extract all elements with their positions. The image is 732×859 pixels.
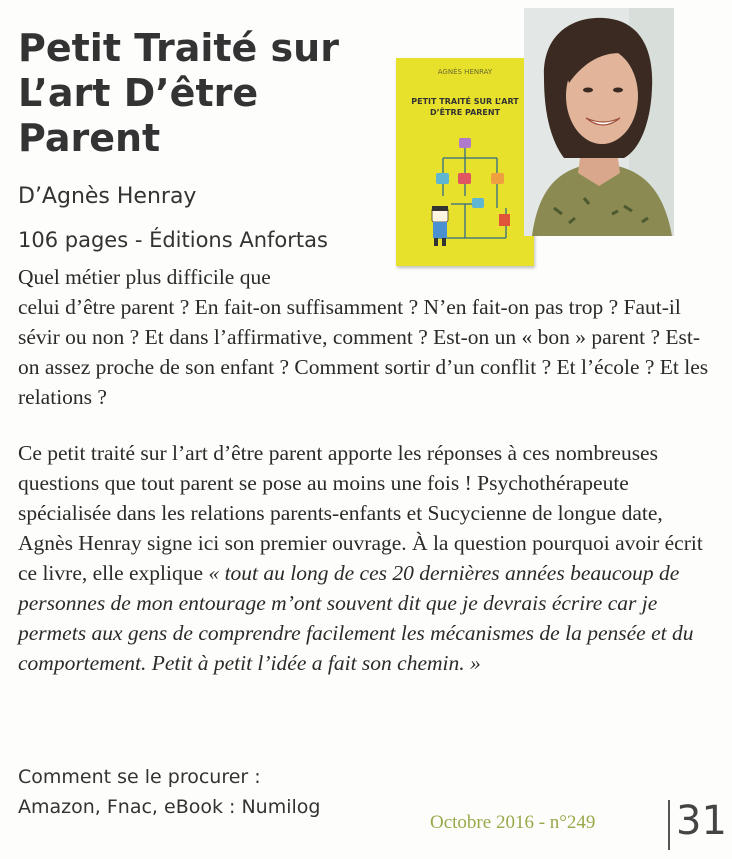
intro-lead-text: Quel métier plus difficile que: [18, 265, 271, 289]
footer-divider: [668, 800, 670, 850]
book-cover-title: PETIT TRAITÉ SUR L’ART D’ÊTRE PARENT: [411, 97, 519, 117]
author-quote: « tout au long de ces 20 dernières années beaucoup de personnes de mon entourage m’ont souvent dit que je devrais écrire car je permets aux gens de comprendre facilement les mécanismes de la pensée et du comportement. Petit à petit l’idée a fait son chemin. »: [18, 561, 694, 675]
main-paragraph-text: Ce petit traité sur l’art d’être parent apporte les réponses à ces nombreuses questions que tout parent se pose au moins une fois ! Psychothérapeute spécialisée dans les relations parents-enfants et Sucycienne de longue date, Agnès Henray signe ici son premier ouvrage. À la question pourquoi avoir écrit ce livre, elle explique: [18, 441, 703, 585]
author-portrait: [524, 8, 674, 236]
issue-label: Octobre 2016 - n°249: [430, 812, 596, 833]
article-author: D’Agnès Henray: [18, 184, 197, 209]
publication-info: 106 pages - Éditions Anfortas: [18, 228, 328, 252]
where-to-buy: [18, 762, 320, 822]
intro-rest-text: celui d’être parent ? En fait-on suffisamment ? N’en fait-on pas trop ? Faut-il sévir ou non ? Et dans l’affirmative, comment ? Est-on un « bon » parent ? Est-on assez proche de son enfant ? Comment sortir d’un conflit ? Et l’école ? Et les relations ?: [18, 295, 709, 409]
article-title: Petit Traité sur L’art D’être Parent: [18, 26, 339, 160]
family-diagram-icon: [396, 58, 534, 266]
main-paragraph: [18, 438, 712, 678]
book-cover: [396, 58, 534, 266]
where-to-buy-title: Comment se le procurer :: [18, 766, 261, 788]
where-to-buy-list: Amazon, Fnac, eBook : Numilog: [18, 796, 321, 818]
book-cover-author: AGNÈS HENRAY: [437, 68, 493, 76]
intro-paragraph: [18, 262, 712, 412]
page-number: 31: [676, 798, 727, 844]
